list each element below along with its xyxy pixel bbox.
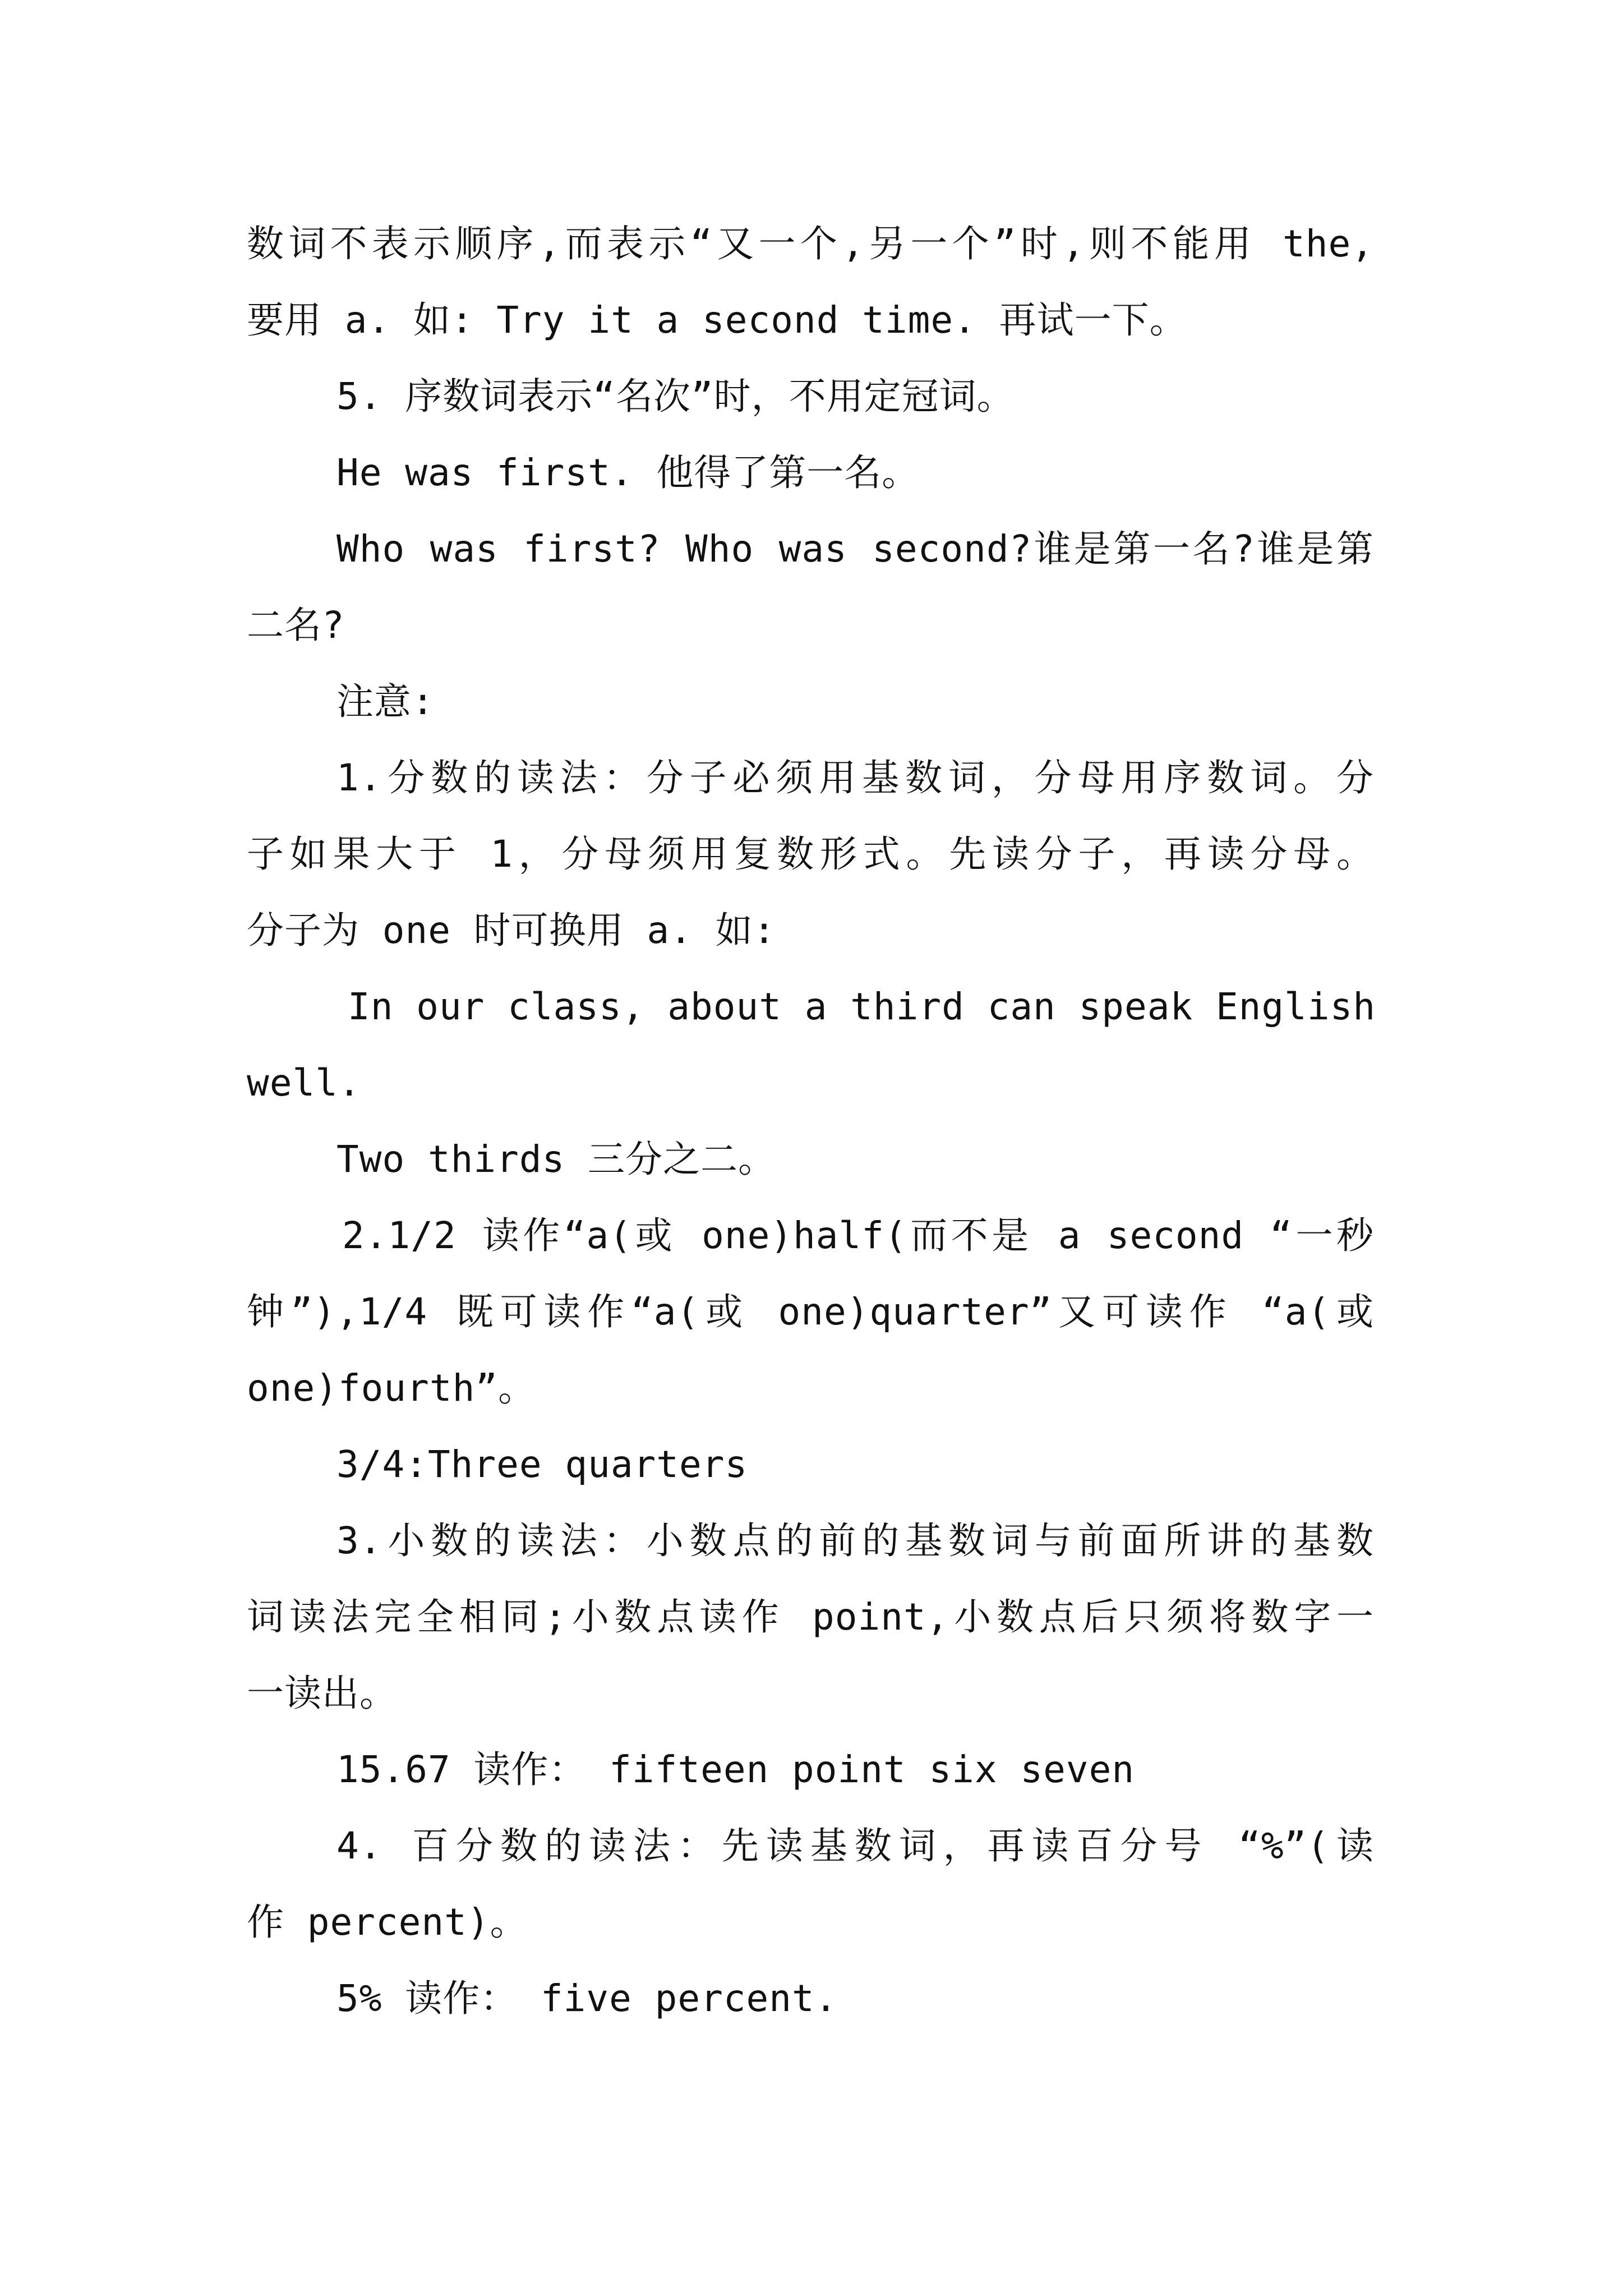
text-line-6: 二名?: [247, 604, 345, 647]
text-line-1: 数词不表示顺序,而表示“又一个,另一个”时,则不能用 the,: [247, 222, 1374, 265]
text-line-8: 1.分数的读法：分子必须用基数词，分母用序数词。分: [336, 756, 1374, 799]
text-line-12: well.: [247, 1061, 361, 1105]
text-line-11: In our class, about a third can speak English: [348, 985, 1376, 1028]
text-line-9: 子如果大于 1，分母须用复数形式。先读分子，再读分母。: [247, 832, 1374, 876]
text-line-14: 2.1/2 读作“a(或 one)half(而不是 a second “一秒: [342, 1214, 1374, 1257]
text-line-20: 一读出。: [247, 1672, 397, 1715]
text-line-5: Who was first? Who was second?谁是第一名?谁是第: [336, 527, 1374, 570]
text-line-23: 作 percent)。: [247, 1901, 528, 1944]
text-line-7: 注意:: [336, 680, 435, 723]
text-line-16: one)fourth”。: [247, 1366, 536, 1410]
text-line-15: 钟”),1/4 既可读作“a(或 one)quarter”又可读作 “a(或: [247, 1290, 1374, 1333]
text-line-2: 要用 a. 如: Try it a second time. 再试一下。: [247, 298, 1187, 342]
text-line-4: He was first. 他得了第一名。: [336, 451, 920, 494]
text-line-10: 分子为 one 时可换用 a. 如:: [247, 909, 776, 952]
text-line-13: Two thirds 三分之二。: [336, 1138, 776, 1181]
text-line-3: 5. 序数词表示“名次”时，不用定冠词。: [336, 375, 1015, 418]
text-line-22: 4. 百分数的读法：先读基数词，再读百分号 “%”(读: [336, 1824, 1374, 1867]
text-line-19: 词读法完全相同;小数点读作 point,小数点后只须将数字一: [247, 1595, 1374, 1639]
text-line-17: 3/4:Three quarters: [336, 1443, 748, 1486]
text-line-18: 3.小数的读法：小数点的前的基数词与前面所讲的基数: [336, 1519, 1374, 1562]
text-line-21: 15.67 读作： fifteen point six seven: [336, 1748, 1135, 1791]
text-line-24: 5% 读作： five percent.: [336, 1977, 838, 2020]
